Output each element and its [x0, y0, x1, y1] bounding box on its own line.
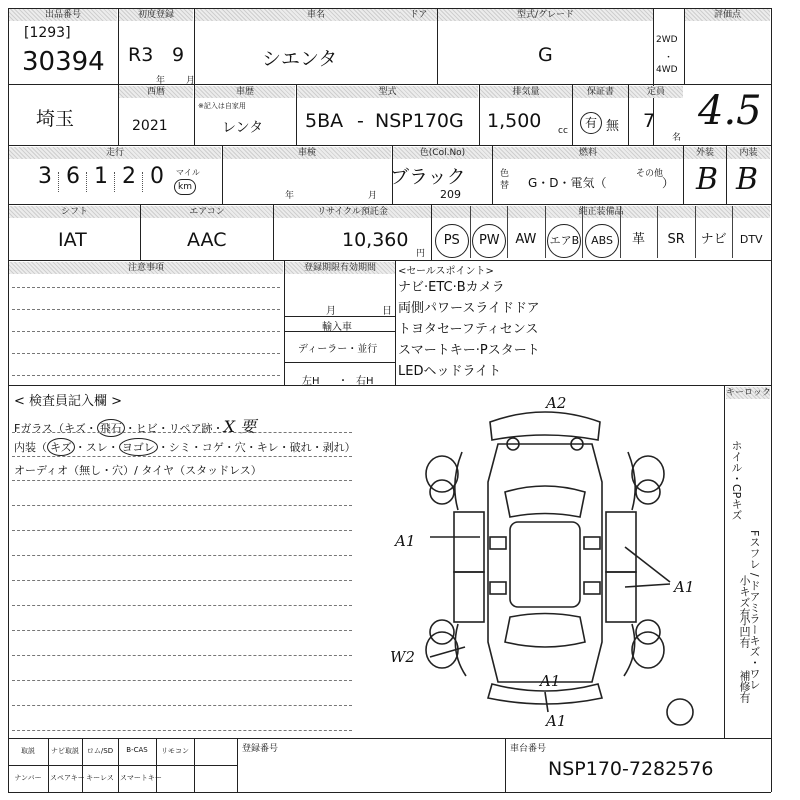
import-dealer: ディーラー・並行	[298, 344, 378, 355]
history-value: レンタ	[222, 120, 264, 136]
warranty-yes: 有	[580, 112, 602, 134]
color-name: ブラック	[390, 166, 466, 188]
equipment-item: AW	[515, 232, 537, 247]
sales-point: LEDヘッドライト	[398, 364, 502, 379]
seats-unit: 名	[672, 133, 682, 143]
header-doors: ドア	[400, 9, 437, 21]
circled-scratch: キズ	[47, 438, 75, 456]
sales-point: 両側パワースライドドア	[398, 301, 540, 316]
equipment-divider	[732, 206, 733, 258]
mileage-unit-km: km	[174, 179, 196, 195]
period-day: 日	[382, 306, 392, 317]
header-aircon: エアコン	[141, 206, 273, 218]
header-shift: シフト	[9, 206, 140, 218]
equipment-divider	[582, 206, 583, 258]
header-car-name: 車名	[195, 9, 437, 21]
equipment-item: PS	[435, 224, 469, 258]
accessory-label: B-CAS	[126, 746, 148, 754]
header-recycle: リサイクル預託金	[274, 206, 431, 218]
history-sub: ※記入は自家用	[198, 102, 246, 110]
sales-point: トヨタセーフティセンス	[398, 322, 539, 337]
equipment-item: SR	[667, 232, 685, 247]
equipment-list	[432, 222, 770, 258]
header-exterior: 外装	[684, 147, 726, 159]
header-seats: 定員	[629, 86, 683, 98]
digit-divider	[58, 172, 59, 192]
header-interior: 内装	[727, 147, 770, 159]
car-name: シエンタ	[262, 48, 338, 70]
side-note: 補修有	[738, 670, 751, 703]
header-fuel: 燃料	[493, 147, 683, 159]
grade-exterior: B	[696, 162, 719, 197]
grade: G	[538, 44, 553, 66]
reg-number-label: 登録番号	[242, 744, 279, 754]
accessory-label: キーレス	[86, 774, 114, 782]
header-equipment: 純正装備品	[432, 206, 770, 218]
header-color: 色(Col.No)	[393, 147, 492, 159]
sales-point: ナビ·ETC·Bカメラ	[398, 280, 505, 295]
damage-a1-rear: A1	[540, 672, 561, 690]
header-notes: 注意事項	[9, 262, 283, 274]
equipment-item: ナビ	[700, 232, 727, 247]
header-first-reg: 初度登録	[119, 9, 193, 21]
first-reg-era: R3	[128, 44, 154, 66]
equipment-divider	[620, 206, 621, 258]
year-label: 年	[156, 76, 166, 86]
shift: IAT	[58, 229, 87, 251]
header-lot: 出品番号	[9, 9, 117, 21]
fuel-other: その他	[636, 169, 664, 179]
sales-point: スマートキー·Pスタート	[398, 343, 540, 358]
circled-chip: 飛石	[97, 419, 125, 437]
accessory-label: ナンバー	[14, 774, 42, 782]
digit-divider	[114, 172, 115, 192]
damage-w2: W2	[390, 648, 415, 666]
damage-a1-left: A1	[395, 532, 416, 550]
header-year: 西暦	[119, 86, 193, 98]
mileage-digit: 0	[150, 164, 164, 189]
inspector-line-3: オーディオ（無し・穴）/ タイヤ（スタッドレス）	[14, 464, 262, 477]
side-notes	[728, 440, 770, 735]
header-inspection2: 車検	[223, 147, 391, 159]
import-label: 輸入車	[322, 322, 352, 333]
year: 2021	[132, 118, 168, 134]
score: 4.5	[698, 88, 762, 134]
sales-points-header: <セールスポイント>	[398, 266, 494, 277]
header-model: 型式	[297, 86, 478, 98]
mileage-digit: 3	[38, 164, 52, 189]
equipment-item: エアB	[547, 224, 581, 258]
side-note: 小キズ有	[738, 575, 751, 619]
chassis-number: NSP170-7282576	[548, 758, 714, 780]
sales-points-list	[398, 277, 540, 382]
color-change-label: 色替	[500, 169, 510, 191]
accessory-label: スペアキー	[50, 774, 85, 782]
equipment-item: PW	[472, 224, 506, 258]
equipment-item: ABS	[585, 224, 619, 258]
accessory-label: 取説	[21, 747, 35, 755]
accessory-label: ロム/SD	[86, 747, 114, 755]
drive-2wd: 2WD	[656, 35, 678, 45]
mileage-digit: 6	[66, 164, 80, 189]
equipment-divider	[507, 206, 508, 258]
damage-a2: A2	[546, 394, 567, 412]
fuel-close: ）	[662, 176, 675, 190]
fuel-text: G・D・電気（	[528, 176, 607, 190]
equipment-divider	[470, 206, 471, 258]
lot-number: 30394	[22, 47, 105, 77]
displacement-unit: cc	[558, 126, 568, 136]
header-key-lock: キーロック	[726, 388, 771, 398]
inspector-line-1: Fガラス（キズ・ 飛石 ・ヒビ・リペア跡・X 要	[14, 417, 257, 436]
side-note: 小凹有	[738, 615, 751, 648]
mileage-digit: 1	[94, 164, 108, 189]
accessory-label: スマートキー	[120, 774, 162, 782]
accessory-label: ナビ取説	[51, 747, 79, 755]
accessory-labels	[8, 738, 237, 792]
model-code: NSP170G	[375, 110, 464, 132]
aircon: AAC	[187, 229, 227, 251]
color-code: 209	[440, 188, 461, 201]
warranty-no: 無	[606, 119, 620, 134]
lot-prefix: [1293]	[24, 25, 71, 41]
chassis-label: 車台番号	[510, 744, 547, 754]
side-note: Fスフレ / ドアミラーキズ・ワレ	[748, 530, 761, 691]
inspector-header: < 検査員記入欄 >	[14, 394, 123, 409]
damage-a1-bumper: A1	[546, 712, 567, 730]
accessory-label: リモコン	[161, 747, 189, 755]
first-reg-month: 9	[172, 44, 185, 66]
header-displacement: 排気量	[480, 86, 572, 98]
header-history: 車歴	[195, 86, 295, 98]
equipment-item: 革	[632, 232, 646, 247]
drive-4wd: 4WD	[656, 65, 678, 75]
inspector-line-2: 内装（ キズ ・スレ・ ヨゴレ ・シミ・コゲ・穴・キレ・破れ・剥れ）	[14, 438, 356, 456]
equipment-divider	[545, 206, 546, 258]
model-sep: -	[357, 110, 364, 132]
equipment-divider	[695, 206, 696, 258]
header-grade: 型式/グレード	[438, 9, 653, 21]
import-right: 右H	[356, 376, 374, 387]
mileage-digit: 2	[122, 164, 136, 189]
period-month: 月	[326, 306, 336, 317]
inspection-month-label: 月	[368, 191, 378, 201]
digit-divider	[86, 172, 87, 192]
inspection-year-label: 年	[285, 191, 295, 201]
month-label: 月	[186, 76, 196, 86]
drive-sep: ・	[664, 53, 674, 63]
damage-a1-right: A1	[674, 578, 695, 596]
digit-divider	[142, 172, 143, 192]
header-mileage: 走行	[9, 147, 221, 159]
header-period: 登録期限有効期間	[285, 262, 395, 274]
recycle-value: 10,360	[342, 229, 409, 251]
recycle-unit: 円	[416, 249, 426, 259]
header-inspection: 保証書	[573, 86, 628, 98]
mileage-unit-mile: マイル	[176, 168, 200, 177]
header-eval: 評価点	[685, 9, 770, 21]
equipment-item: DTV	[739, 233, 763, 246]
side-note: ホイル・CPキズ	[730, 440, 743, 521]
circled-dirt: ヨゴレ	[119, 438, 158, 456]
grade-interior: B	[736, 162, 759, 197]
displacement: 1,500	[487, 110, 542, 132]
import-left: 左H	[302, 376, 320, 387]
equipment-divider	[657, 206, 658, 258]
model-prefix: 5BA	[305, 110, 344, 132]
import-dot: ・	[338, 376, 348, 387]
seats: 7	[643, 110, 656, 132]
region: 埼玉	[36, 108, 75, 130]
